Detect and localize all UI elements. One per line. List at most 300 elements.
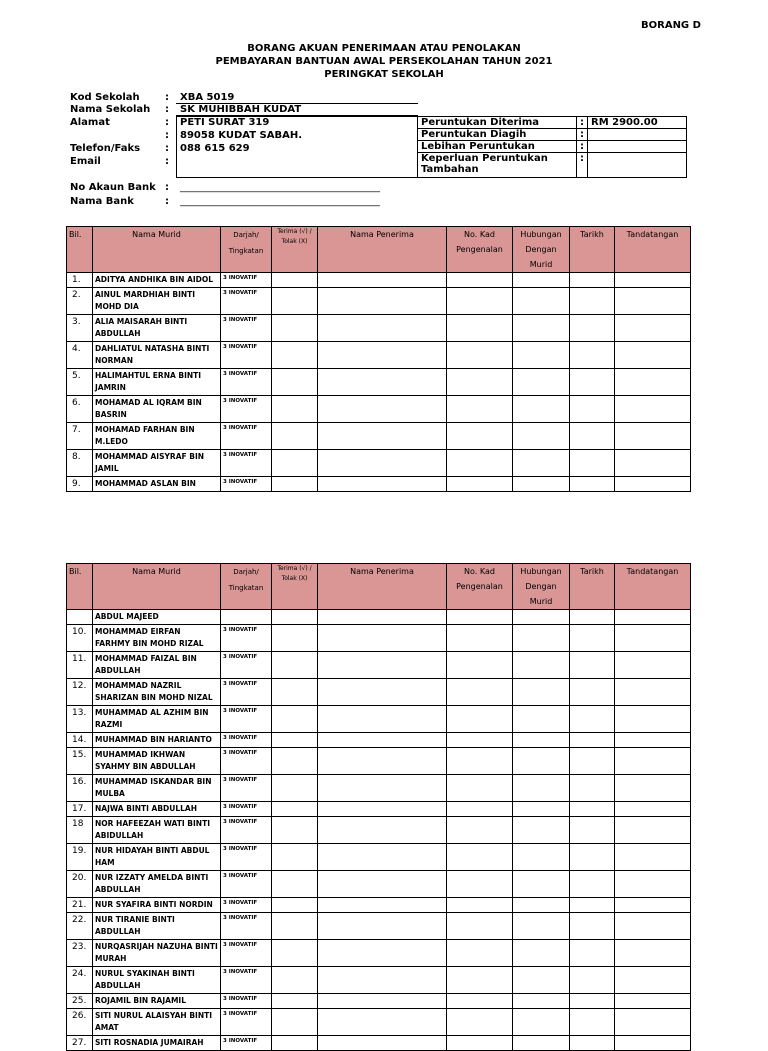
row-hubungan-cell[interactable] xyxy=(513,288,570,315)
row-bil: 17. xyxy=(67,802,93,817)
row-nama-murid: SITI NURUL ALAISYAH BINTI AMAT xyxy=(93,1009,221,1036)
row-nama-murid: MOHAMMAD FAIZAL BIN ABDULLAH xyxy=(93,652,221,679)
row-terima-tolak-cell[interactable] xyxy=(272,288,318,315)
row-hubungan-cell[interactable] xyxy=(513,871,570,898)
colon: : xyxy=(577,153,588,178)
row-tarikh-cell[interactable] xyxy=(570,477,615,492)
row-tandatangan-cell[interactable] xyxy=(615,450,691,477)
colon: : xyxy=(165,143,169,154)
row-darjah: 3 INOVATIF xyxy=(221,775,272,802)
row-tandatangan-cell[interactable] xyxy=(615,802,691,817)
row-bil: 8. xyxy=(67,450,93,477)
row-no-kad-cell[interactable] xyxy=(447,652,513,679)
row-nama-murid: ABDUL MAJEED xyxy=(93,610,221,625)
row-tarikh-cell[interactable] xyxy=(570,423,615,450)
row-hubungan-cell[interactable] xyxy=(513,625,570,652)
row-darjah: 3 INOVATIF xyxy=(221,1009,272,1036)
row-tandatangan-cell[interactable] xyxy=(615,706,691,733)
table-row xyxy=(67,679,691,706)
row-nama-penerima-cell[interactable] xyxy=(318,994,447,1009)
table-row xyxy=(67,733,691,748)
row-no-kad-cell[interactable] xyxy=(447,733,513,748)
row-tandatangan-cell[interactable] xyxy=(615,288,691,315)
telefon-label: Telefon/Faks xyxy=(70,143,141,154)
keperluan-label: Keperluan Peruntukan Tambahan xyxy=(418,153,577,178)
row-tarikh-cell[interactable] xyxy=(570,817,615,844)
alamat-label: Alamat xyxy=(70,117,110,128)
row-no-kad-cell[interactable] xyxy=(447,369,513,396)
row-no-kad-cell[interactable] xyxy=(447,994,513,1009)
row-no-kad-cell[interactable] xyxy=(447,898,513,913)
title-line-2: PEMBAYARAN BANTUAN AWAL PERSEKOLAHAN TAHUN 2021 xyxy=(215,56,553,67)
row-bil: 26. xyxy=(67,1009,93,1036)
row-terima-tolak-cell[interactable] xyxy=(272,898,318,913)
row-hubungan-cell[interactable] xyxy=(513,477,570,492)
row-hubungan-cell[interactable] xyxy=(513,396,570,423)
row-darjah: 3 INOVATIF xyxy=(221,396,272,423)
row-darjah: 3 INOVATIF xyxy=(221,342,272,369)
row-nama-penerima-cell[interactable] xyxy=(318,315,447,342)
row-nama-penerima-cell[interactable] xyxy=(318,871,447,898)
header-bil: Bil. xyxy=(67,564,93,610)
row-darjah xyxy=(221,610,272,625)
colon: : xyxy=(577,129,588,141)
row-nama-murid: MUHAMMAD ISKANDAR BIN MULBA xyxy=(93,775,221,802)
row-terima-tolak-cell[interactable] xyxy=(272,652,318,679)
row-terima-tolak-cell[interactable] xyxy=(272,733,318,748)
row-nama-penerima-cell[interactable] xyxy=(318,423,447,450)
row-nama-murid: MUHAMMAD BIN HARIANTO xyxy=(93,733,221,748)
row-hubungan-cell[interactable] xyxy=(513,342,570,369)
row-nama-penerima-cell[interactable] xyxy=(318,802,447,817)
row-nama-penerima-cell[interactable] xyxy=(318,940,447,967)
row-nama-penerima-cell[interactable] xyxy=(318,733,447,748)
row-no-kad-cell[interactable] xyxy=(447,1009,513,1036)
row-nama-murid: NUR SYAFIRA BINTI NORDIN xyxy=(93,898,221,913)
row-hubungan-cell[interactable] xyxy=(513,423,570,450)
header-hubungan: Hubungan Dengan Murid xyxy=(513,564,570,610)
nama-bank-label: Nama Bank xyxy=(70,196,134,207)
row-terima-tolak-cell[interactable] xyxy=(272,625,318,652)
row-nama-penerima-cell[interactable] xyxy=(318,748,447,775)
row-no-kad-cell[interactable] xyxy=(447,679,513,706)
row-tandatangan-cell[interactable] xyxy=(615,342,691,369)
row-nama-murid: HALIMAHTUL ERNA BINTI JAMRIN xyxy=(93,369,221,396)
row-no-kad-cell[interactable] xyxy=(447,450,513,477)
row-bil: 25. xyxy=(67,994,93,1009)
table-row xyxy=(67,423,691,450)
row-nama-murid: NOR HAFEEZAH WATI BINTI ABIDULLAH xyxy=(93,817,221,844)
row-tarikh-cell[interactable] xyxy=(570,679,615,706)
row-bil: 27. xyxy=(67,1036,93,1051)
title-line-1: BORANG AKUAN PENERIMAAN ATAU PENOLAKAN xyxy=(247,43,521,54)
row-nama-penerima-cell[interactable] xyxy=(318,817,447,844)
row-darjah: 3 INOVATIF xyxy=(221,733,272,748)
nama-sekolah-value: SK MUHIBBAH KUDAT xyxy=(180,104,302,115)
row-tarikh-cell[interactable] xyxy=(570,913,615,940)
row-tandatangan-cell[interactable] xyxy=(615,1009,691,1036)
row-terima-tolak-cell[interactable] xyxy=(272,450,318,477)
row-bil: 13. xyxy=(67,706,93,733)
row-hubungan-cell[interactable] xyxy=(513,844,570,871)
row-no-kad-cell[interactable] xyxy=(447,913,513,940)
table-row xyxy=(67,898,691,913)
row-hubungan-cell[interactable] xyxy=(513,450,570,477)
row-darjah: 3 INOVATIF xyxy=(221,679,272,706)
header-hubungan: Hubungan Dengan Murid xyxy=(513,227,570,273)
row-nama-murid: AINUL MARDHIAH BINTI MOHD DIA xyxy=(93,288,221,315)
row-nama-penerima-cell[interactable] xyxy=(318,652,447,679)
row-tandatangan-cell[interactable] xyxy=(615,748,691,775)
header-tandatangan: Tandatangan xyxy=(615,564,691,610)
row-tarikh-cell[interactable] xyxy=(570,844,615,871)
row-nama-penerima-cell[interactable] xyxy=(318,967,447,994)
table-row xyxy=(67,288,691,315)
row-terima-tolak-cell[interactable] xyxy=(272,844,318,871)
row-no-kad-cell[interactable] xyxy=(447,817,513,844)
row-tandatangan-cell[interactable] xyxy=(615,423,691,450)
row-terima-tolak-cell[interactable] xyxy=(272,748,318,775)
row-hubungan-cell[interactable] xyxy=(513,706,570,733)
row-darjah: 3 INOVATIF xyxy=(221,288,272,315)
row-tarikh-cell[interactable] xyxy=(570,775,615,802)
row-nama-penerima-cell[interactable] xyxy=(318,477,447,492)
row-terima-tolak-cell[interactable] xyxy=(272,1036,318,1051)
row-nama-murid: MOHAMMAD AISYRAF BIN JAMIL xyxy=(93,450,221,477)
row-hubungan-cell[interactable] xyxy=(513,610,570,625)
row-tandatangan-cell[interactable] xyxy=(615,871,691,898)
row-tandatangan-cell[interactable] xyxy=(615,775,691,802)
row-no-kad-cell[interactable] xyxy=(447,610,513,625)
row-bil: 5. xyxy=(67,369,93,396)
row-tarikh-cell[interactable] xyxy=(570,610,615,625)
form-code: BORANG D xyxy=(641,20,701,31)
header-terima-tolak: Terima (√) / Tolak (X) xyxy=(272,227,318,273)
row-nama-penerima-cell[interactable] xyxy=(318,625,447,652)
row-darjah: 3 INOVATIF xyxy=(221,817,272,844)
row-tandatangan-cell[interactable] xyxy=(615,396,691,423)
row-no-kad-cell[interactable] xyxy=(447,477,513,492)
row-tarikh-cell[interactable] xyxy=(570,369,615,396)
row-darjah: 3 INOVATIF xyxy=(221,450,272,477)
student-table-page-1 xyxy=(66,226,691,492)
row-nama-murid: MOHAMAD FARHAN BIN M.LEDO xyxy=(93,423,221,450)
row-darjah: 3 INOVATIF xyxy=(221,802,272,817)
table-row xyxy=(67,652,691,679)
colon: : xyxy=(165,182,169,193)
row-hubungan-cell[interactable] xyxy=(513,369,570,396)
nama-bank-value: ________________________________________ xyxy=(180,196,380,207)
row-nama-murid: ALIA MAISARAH BINTI ABDULLAH xyxy=(93,315,221,342)
row-terima-tolak-cell[interactable] xyxy=(272,342,318,369)
diterima-value: RM 2900.00 xyxy=(588,117,687,129)
table-row xyxy=(67,748,691,775)
kod-sekolah-label: Kod Sekolah xyxy=(70,92,140,103)
row-bil xyxy=(67,610,93,625)
row-tarikh-cell[interactable] xyxy=(570,652,615,679)
row-nama-penerima-cell[interactable] xyxy=(318,273,447,288)
table-row xyxy=(67,871,691,898)
row-no-kad-cell[interactable] xyxy=(447,396,513,423)
row-tarikh-cell[interactable] xyxy=(570,396,615,423)
row-hubungan-cell[interactable] xyxy=(513,898,570,913)
row-no-kad-cell[interactable] xyxy=(447,706,513,733)
row-darjah: 3 INOVATIF xyxy=(221,967,272,994)
row-hubungan-cell[interactable] xyxy=(513,1036,570,1051)
row-bil: 23. xyxy=(67,940,93,967)
row-nama-murid: NUR HIDAYAH BINTI ABDUL HAM xyxy=(93,844,221,871)
row-tarikh-cell[interactable] xyxy=(570,315,615,342)
row-nama-penerima-cell[interactable] xyxy=(318,610,447,625)
row-tandatangan-cell[interactable] xyxy=(615,477,691,492)
row-tandatangan-cell[interactable] xyxy=(615,817,691,844)
table-row xyxy=(67,477,691,492)
row-terima-tolak-cell[interactable] xyxy=(272,994,318,1009)
row-nama-murid: MOHAMMAD ASLAN BIN xyxy=(93,477,221,492)
table-row xyxy=(67,342,691,369)
row-tandatangan-cell[interactable] xyxy=(615,369,691,396)
header-nama-penerima: Nama Penerima xyxy=(318,227,447,273)
row-nama-murid: NURUL SYAKINAH BINTI ABDULLAH xyxy=(93,967,221,994)
row-tarikh-cell[interactable] xyxy=(570,625,615,652)
row-nama-penerima-cell[interactable] xyxy=(318,1009,447,1036)
row-nama-penerima-cell[interactable] xyxy=(318,706,447,733)
row-bil: 18 xyxy=(67,817,93,844)
row-hubungan-cell[interactable] xyxy=(513,913,570,940)
header-darjah: Darjah/ Tingkatan xyxy=(221,227,272,273)
row-hubungan-cell[interactable] xyxy=(513,273,570,288)
row-nama-penerima-cell[interactable] xyxy=(318,450,447,477)
row-tarikh-cell[interactable] xyxy=(570,802,615,817)
row-hubungan-cell[interactable] xyxy=(513,802,570,817)
row-no-kad-cell[interactable] xyxy=(447,748,513,775)
row-tandatangan-cell[interactable] xyxy=(615,315,691,342)
row-darjah: 3 INOVATIF xyxy=(221,369,272,396)
colon: : xyxy=(577,117,588,129)
row-darjah: 3 INOVATIF xyxy=(221,871,272,898)
row-terima-tolak-cell[interactable] xyxy=(272,679,318,706)
allocation-summary-table xyxy=(176,116,687,178)
header-nama-penerima: Nama Penerima xyxy=(318,564,447,610)
table-row xyxy=(67,817,691,844)
row-hubungan-cell[interactable] xyxy=(513,748,570,775)
row-hubungan-cell[interactable] xyxy=(513,315,570,342)
row-terima-tolak-cell[interactable] xyxy=(272,940,318,967)
telefon-value: 088 615 629 xyxy=(180,143,250,154)
row-no-kad-cell[interactable] xyxy=(447,625,513,652)
row-terima-tolak-cell[interactable] xyxy=(272,369,318,396)
row-tarikh-cell[interactable] xyxy=(570,898,615,913)
row-tarikh-cell[interactable] xyxy=(570,994,615,1009)
row-tarikh-cell[interactable] xyxy=(570,748,615,775)
row-no-kad-cell[interactable] xyxy=(447,315,513,342)
akaun-bank-value: ________________________________________ xyxy=(180,182,380,193)
diterima-label: Peruntukan Diterima xyxy=(418,117,577,129)
row-terima-tolak-cell[interactable] xyxy=(272,610,318,625)
row-bil: 16. xyxy=(67,775,93,802)
row-tandatangan-cell[interactable] xyxy=(615,913,691,940)
form-title xyxy=(0,42,768,81)
row-bil: 9. xyxy=(67,477,93,492)
table-row xyxy=(67,610,691,625)
row-nama-penerima-cell[interactable] xyxy=(318,898,447,913)
row-tarikh-cell[interactable] xyxy=(570,871,615,898)
row-tarikh-cell[interactable] xyxy=(570,342,615,369)
kod-sekolah-value: XBA 5019 xyxy=(180,92,235,103)
table-row xyxy=(67,315,691,342)
row-no-kad-cell[interactable] xyxy=(447,342,513,369)
table-row xyxy=(67,775,691,802)
row-tandatangan-cell[interactable] xyxy=(615,844,691,871)
row-tarikh-cell[interactable] xyxy=(570,273,615,288)
row-tandatangan-cell[interactable] xyxy=(615,652,691,679)
row-nama-penerima-cell[interactable] xyxy=(318,342,447,369)
table-row xyxy=(67,967,691,994)
row-bil: 6. xyxy=(67,396,93,423)
row-tarikh-cell[interactable] xyxy=(570,450,615,477)
header-terima-tolak: Terima (√) / Tolak (X) xyxy=(272,564,318,610)
row-tarikh-cell[interactable] xyxy=(570,733,615,748)
row-no-kad-cell[interactable] xyxy=(447,844,513,871)
row-terima-tolak-cell[interactable] xyxy=(272,967,318,994)
row-nama-murid: MOHAMAD AL IQRAM BIN BASRIN xyxy=(93,396,221,423)
row-bil: 20. xyxy=(67,871,93,898)
table-row xyxy=(67,273,691,288)
table-row xyxy=(67,940,691,967)
row-nama-penerima-cell[interactable] xyxy=(318,775,447,802)
row-no-kad-cell[interactable] xyxy=(447,1036,513,1051)
row-bil: 21. xyxy=(67,898,93,913)
alamat-line-1: PETI SURAT 319 xyxy=(180,117,270,128)
row-nama-penerima-cell[interactable] xyxy=(318,396,447,423)
row-terima-tolak-cell[interactable] xyxy=(272,273,318,288)
row-terima-tolak-cell[interactable] xyxy=(272,1009,318,1036)
colon: : xyxy=(165,104,169,115)
alamat-line-2: 89058 KUDAT SABAH. xyxy=(180,130,303,141)
colon: : xyxy=(165,117,169,128)
diagih-value xyxy=(588,129,687,141)
row-tandatangan-cell[interactable] xyxy=(615,273,691,288)
row-nama-penerima-cell[interactable] xyxy=(318,679,447,706)
row-tandatangan-cell[interactable] xyxy=(615,733,691,748)
row-no-kad-cell[interactable] xyxy=(447,940,513,967)
table-row xyxy=(67,844,691,871)
row-no-kad-cell[interactable] xyxy=(447,273,513,288)
row-hubungan-cell[interactable] xyxy=(513,994,570,1009)
row-hubungan-cell[interactable] xyxy=(513,967,570,994)
header-tandatangan: Tandatangan xyxy=(615,227,691,273)
table-row xyxy=(67,706,691,733)
colon: : xyxy=(165,130,169,141)
header-darjah: Darjah/ Tingkatan xyxy=(221,564,272,610)
header-nama-murid: Nama Murid xyxy=(93,227,221,273)
row-terima-tolak-cell[interactable] xyxy=(272,706,318,733)
header-tarikh: Tarikh xyxy=(570,227,615,273)
row-terima-tolak-cell[interactable] xyxy=(272,423,318,450)
row-nama-murid: NURQASRIJAH NAZUHA BINTI MURAH xyxy=(93,940,221,967)
row-nama-murid: ADITYA ANDHIKA BIN AIDOL xyxy=(93,273,221,288)
row-hubungan-cell[interactable] xyxy=(513,817,570,844)
row-bil: 11. xyxy=(67,652,93,679)
row-hubungan-cell[interactable] xyxy=(513,652,570,679)
diagih-label: Peruntukan Diagih xyxy=(418,129,577,141)
colon: : xyxy=(165,156,169,167)
row-tarikh-cell[interactable] xyxy=(570,1009,615,1036)
row-bil: 7. xyxy=(67,423,93,450)
table-row xyxy=(67,913,691,940)
row-darjah: 3 INOVATIF xyxy=(221,423,272,450)
row-darjah: 3 INOVATIF xyxy=(221,913,272,940)
colon: : xyxy=(577,141,588,153)
row-terima-tolak-cell[interactable] xyxy=(272,913,318,940)
row-tandatangan-cell[interactable] xyxy=(615,625,691,652)
row-darjah: 3 INOVATIF xyxy=(221,652,272,679)
row-hubungan-cell[interactable] xyxy=(513,775,570,802)
row-hubungan-cell[interactable] xyxy=(513,679,570,706)
row-terima-tolak-cell[interactable] xyxy=(272,802,318,817)
row-nama-penerima-cell[interactable] xyxy=(318,288,447,315)
row-terima-tolak-cell[interactable] xyxy=(272,477,318,492)
row-bil: 14. xyxy=(67,733,93,748)
row-nama-penerima-cell[interactable] xyxy=(318,369,447,396)
row-no-kad-cell[interactable] xyxy=(447,775,513,802)
row-nama-penerima-cell[interactable] xyxy=(318,1036,447,1051)
row-terima-tolak-cell[interactable] xyxy=(272,871,318,898)
row-tarikh-cell[interactable] xyxy=(570,1036,615,1051)
row-tarikh-cell[interactable] xyxy=(570,967,615,994)
row-terima-tolak-cell[interactable] xyxy=(272,817,318,844)
row-darjah: 3 INOVATIF xyxy=(221,1036,272,1051)
lebihan-value xyxy=(588,141,687,153)
row-tandatangan-cell[interactable] xyxy=(615,994,691,1009)
row-tandatangan-cell[interactable] xyxy=(615,967,691,994)
row-tarikh-cell[interactable] xyxy=(570,288,615,315)
row-nama-murid: MUHAMMAD AL AZHIM BIN RAZMI xyxy=(93,706,221,733)
email-label: Email xyxy=(70,156,101,167)
row-tandatangan-cell[interactable] xyxy=(615,679,691,706)
row-no-kad-cell[interactable] xyxy=(447,967,513,994)
keperluan-value xyxy=(588,153,687,178)
row-bil: 10. xyxy=(67,625,93,652)
row-terima-tolak-cell[interactable] xyxy=(272,775,318,802)
row-hubungan-cell[interactable] xyxy=(513,1009,570,1036)
row-tandatangan-cell[interactable] xyxy=(615,898,691,913)
row-no-kad-cell[interactable] xyxy=(447,288,513,315)
header-no-kad: No. Kad Pengenalan xyxy=(447,564,513,610)
row-tarikh-cell[interactable] xyxy=(570,706,615,733)
row-bil: 15. xyxy=(67,748,93,775)
row-no-kad-cell[interactable] xyxy=(447,802,513,817)
table-row xyxy=(67,994,691,1009)
student-table-page-2 xyxy=(66,563,691,1051)
row-hubungan-cell[interactable] xyxy=(513,733,570,748)
row-no-kad-cell[interactable] xyxy=(447,423,513,450)
lebihan-label: Lebihan Peruntukan xyxy=(418,141,577,153)
row-tarikh-cell[interactable] xyxy=(570,940,615,967)
row-terima-tolak-cell[interactable] xyxy=(272,396,318,423)
row-bil: 12. xyxy=(67,679,93,706)
row-no-kad-cell[interactable] xyxy=(447,871,513,898)
row-tandatangan-cell[interactable] xyxy=(615,940,691,967)
row-darjah: 3 INOVATIF xyxy=(221,273,272,288)
row-nama-penerima-cell[interactable] xyxy=(318,913,447,940)
row-nama-penerima-cell[interactable] xyxy=(318,844,447,871)
row-nama-murid: NUR TIRANIE BINTI ABDULLAH xyxy=(93,913,221,940)
row-tandatangan-cell[interactable] xyxy=(615,1036,691,1051)
row-tandatangan-cell[interactable] xyxy=(615,610,691,625)
row-hubungan-cell[interactable] xyxy=(513,940,570,967)
row-terima-tolak-cell[interactable] xyxy=(272,315,318,342)
